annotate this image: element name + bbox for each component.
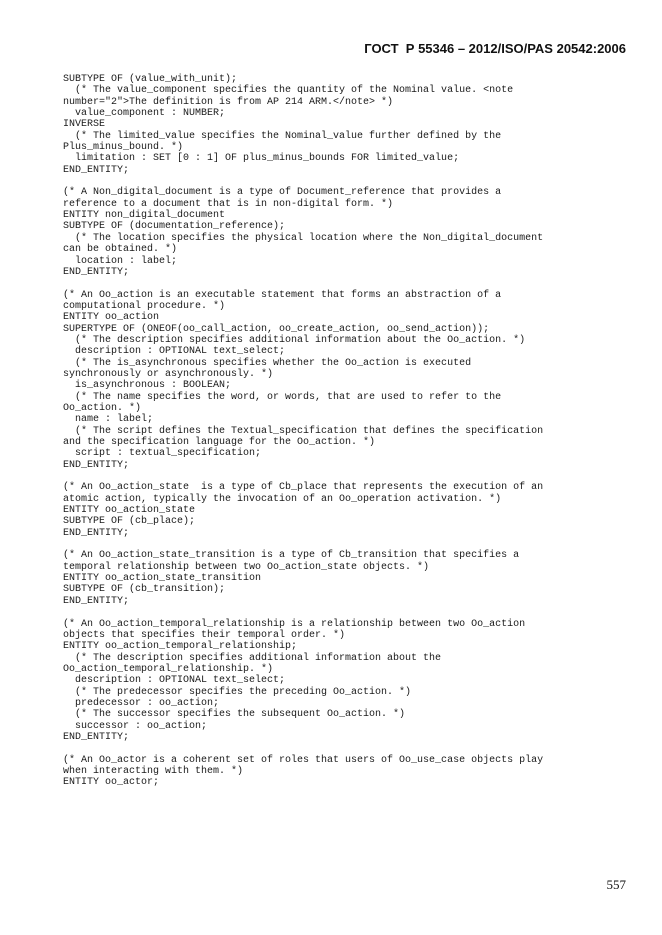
code-line: objects that specifies their temporal order. *) [63,629,346,641]
code-line: (* The is_asynchronous specifies whether the Oo_action is executed [63,357,472,369]
code-line: description : OPTIONAL text_select; [63,675,286,687]
code-line: Oo_action. *) [63,402,142,414]
code-line: (* An Oo_action is an executable statement that forms an abstraction of a [63,289,502,301]
code-line [63,743,603,754]
code-line [63,607,603,618]
code-line: synchronously or asynchronously. *) [63,368,274,380]
code-line: END_ENTITY; [63,164,130,176]
code-line: Plus_minus_bound. *) [63,142,184,154]
code-line: (* The successor specifies the subsequent Oo_action. *) [63,709,406,721]
code-line [63,176,603,187]
code-line: ENTITY oo_actor; [63,777,160,789]
code-line [63,471,603,482]
code-line: ENTITY oo_action_temporal_relationship; [63,641,298,653]
code-line: computational procedure. *) [63,300,226,312]
code-line: SUBTYPE OF (value_with_unit); [63,74,238,85]
code-line: SUBTYPE OF (cb_transition); [63,584,226,596]
code-line: is_asynchronous : BOOLEAN; [63,380,232,392]
code-line: (* The script defines the Textual_specification that defines the specification [63,425,544,437]
code-line: value_component : NUMBER; [63,108,226,120]
code-line: (* The value_component specifies the quantity of the Nominal value. <note [63,85,514,97]
code-line: script : textual_specification; [63,448,262,460]
code-line: (* The limited_value specifies the Nominal_value further defined by the [63,130,502,142]
code-line: (* An Oo_action_temporal_relationship is a relationship between two Oo_action [63,618,526,630]
code-line: (* An Oo_action_state is a type of Cb_place that represents the execution of an [63,482,544,494]
code-line: END_ENTITY; [63,527,130,539]
code-line: atomic action, typically the invocation of an Oo_operation activation. *) [63,493,502,505]
code-line: SUPERTYPE OF (ONEOF(oo_call_action, oo_create_action, oo_send_action)); [63,323,490,335]
code-line: END_ENTITY; [63,459,130,471]
code-line: name : label; [63,414,154,426]
code-line: location : label; [63,255,178,267]
code-line: SUBTYPE OF (documentation_reference); [63,221,286,233]
code-line: can be obtained. *) [63,244,178,256]
code-line: END_ENTITY; [63,266,130,278]
code-line: END_ENTITY; [63,595,130,607]
code-line [63,278,603,289]
code-line: (* The description specifies additional information about the Oo_action. *) [63,334,526,346]
code-line: when interacting with them. *) [63,765,244,777]
code-line: (* The location specifies the physical location where the Non_digital_document [63,232,544,244]
code-line: (* An Oo_action_state_transition is a type of Cb_transition that specifies a [63,550,520,562]
code-line: ENTITY oo_action [63,312,160,324]
code-line: (* An Oo_actor is a coherent set of roles that users of Oo_use_case objects play [63,754,544,766]
code-line: ENTITY non_digital_document [63,210,226,222]
code-line: Oo_action_temporal_relationship. *) [63,663,274,675]
code-line: and the specification language for the Oo_action. *) [63,437,376,448]
code-line: predecessor : oo_action; [63,697,220,709]
document-header: ГОСТ Р 55346 – 2012/ISO/PAS 20542:2006 [364,41,626,56]
code-line: successor : oo_action; [63,720,208,732]
code-line: ENTITY oo_action_state [63,505,196,517]
code-line: INVERSE [63,119,106,131]
code-line: reference to a document that is in non-digital form. *) [63,198,394,210]
code-line [63,539,603,550]
code-line: limitation : SET [0 : 1] OF plus_minus_bounds FOR limited_value; [63,153,460,165]
code-line: number="2">The definition is from AP 214 ARM.</note> *) [63,96,394,108]
code-line: description : OPTIONAL text_select; [63,346,286,358]
code-line: (* A Non_digital_document is a type of Document_reference that provides a [63,187,502,199]
code-line: END_ENTITY; [63,731,130,743]
code-line: SUBTYPE OF (cb_place); [63,516,196,528]
code-line: temporal relationship between two Oo_action_state objects. *) [63,561,430,573]
code-line: (* The name specifies the word, or words, that are used to refer to the [63,391,502,403]
page-number: 557 [606,877,626,892]
code-line: (* The description specifies additional information about the [63,652,442,664]
code-line: (* The predecessor specifies the preceding Oo_action. *) [63,686,412,698]
express-code-listing [63,74,603,789]
code-line: ENTITY oo_action_state_transition [63,573,262,585]
